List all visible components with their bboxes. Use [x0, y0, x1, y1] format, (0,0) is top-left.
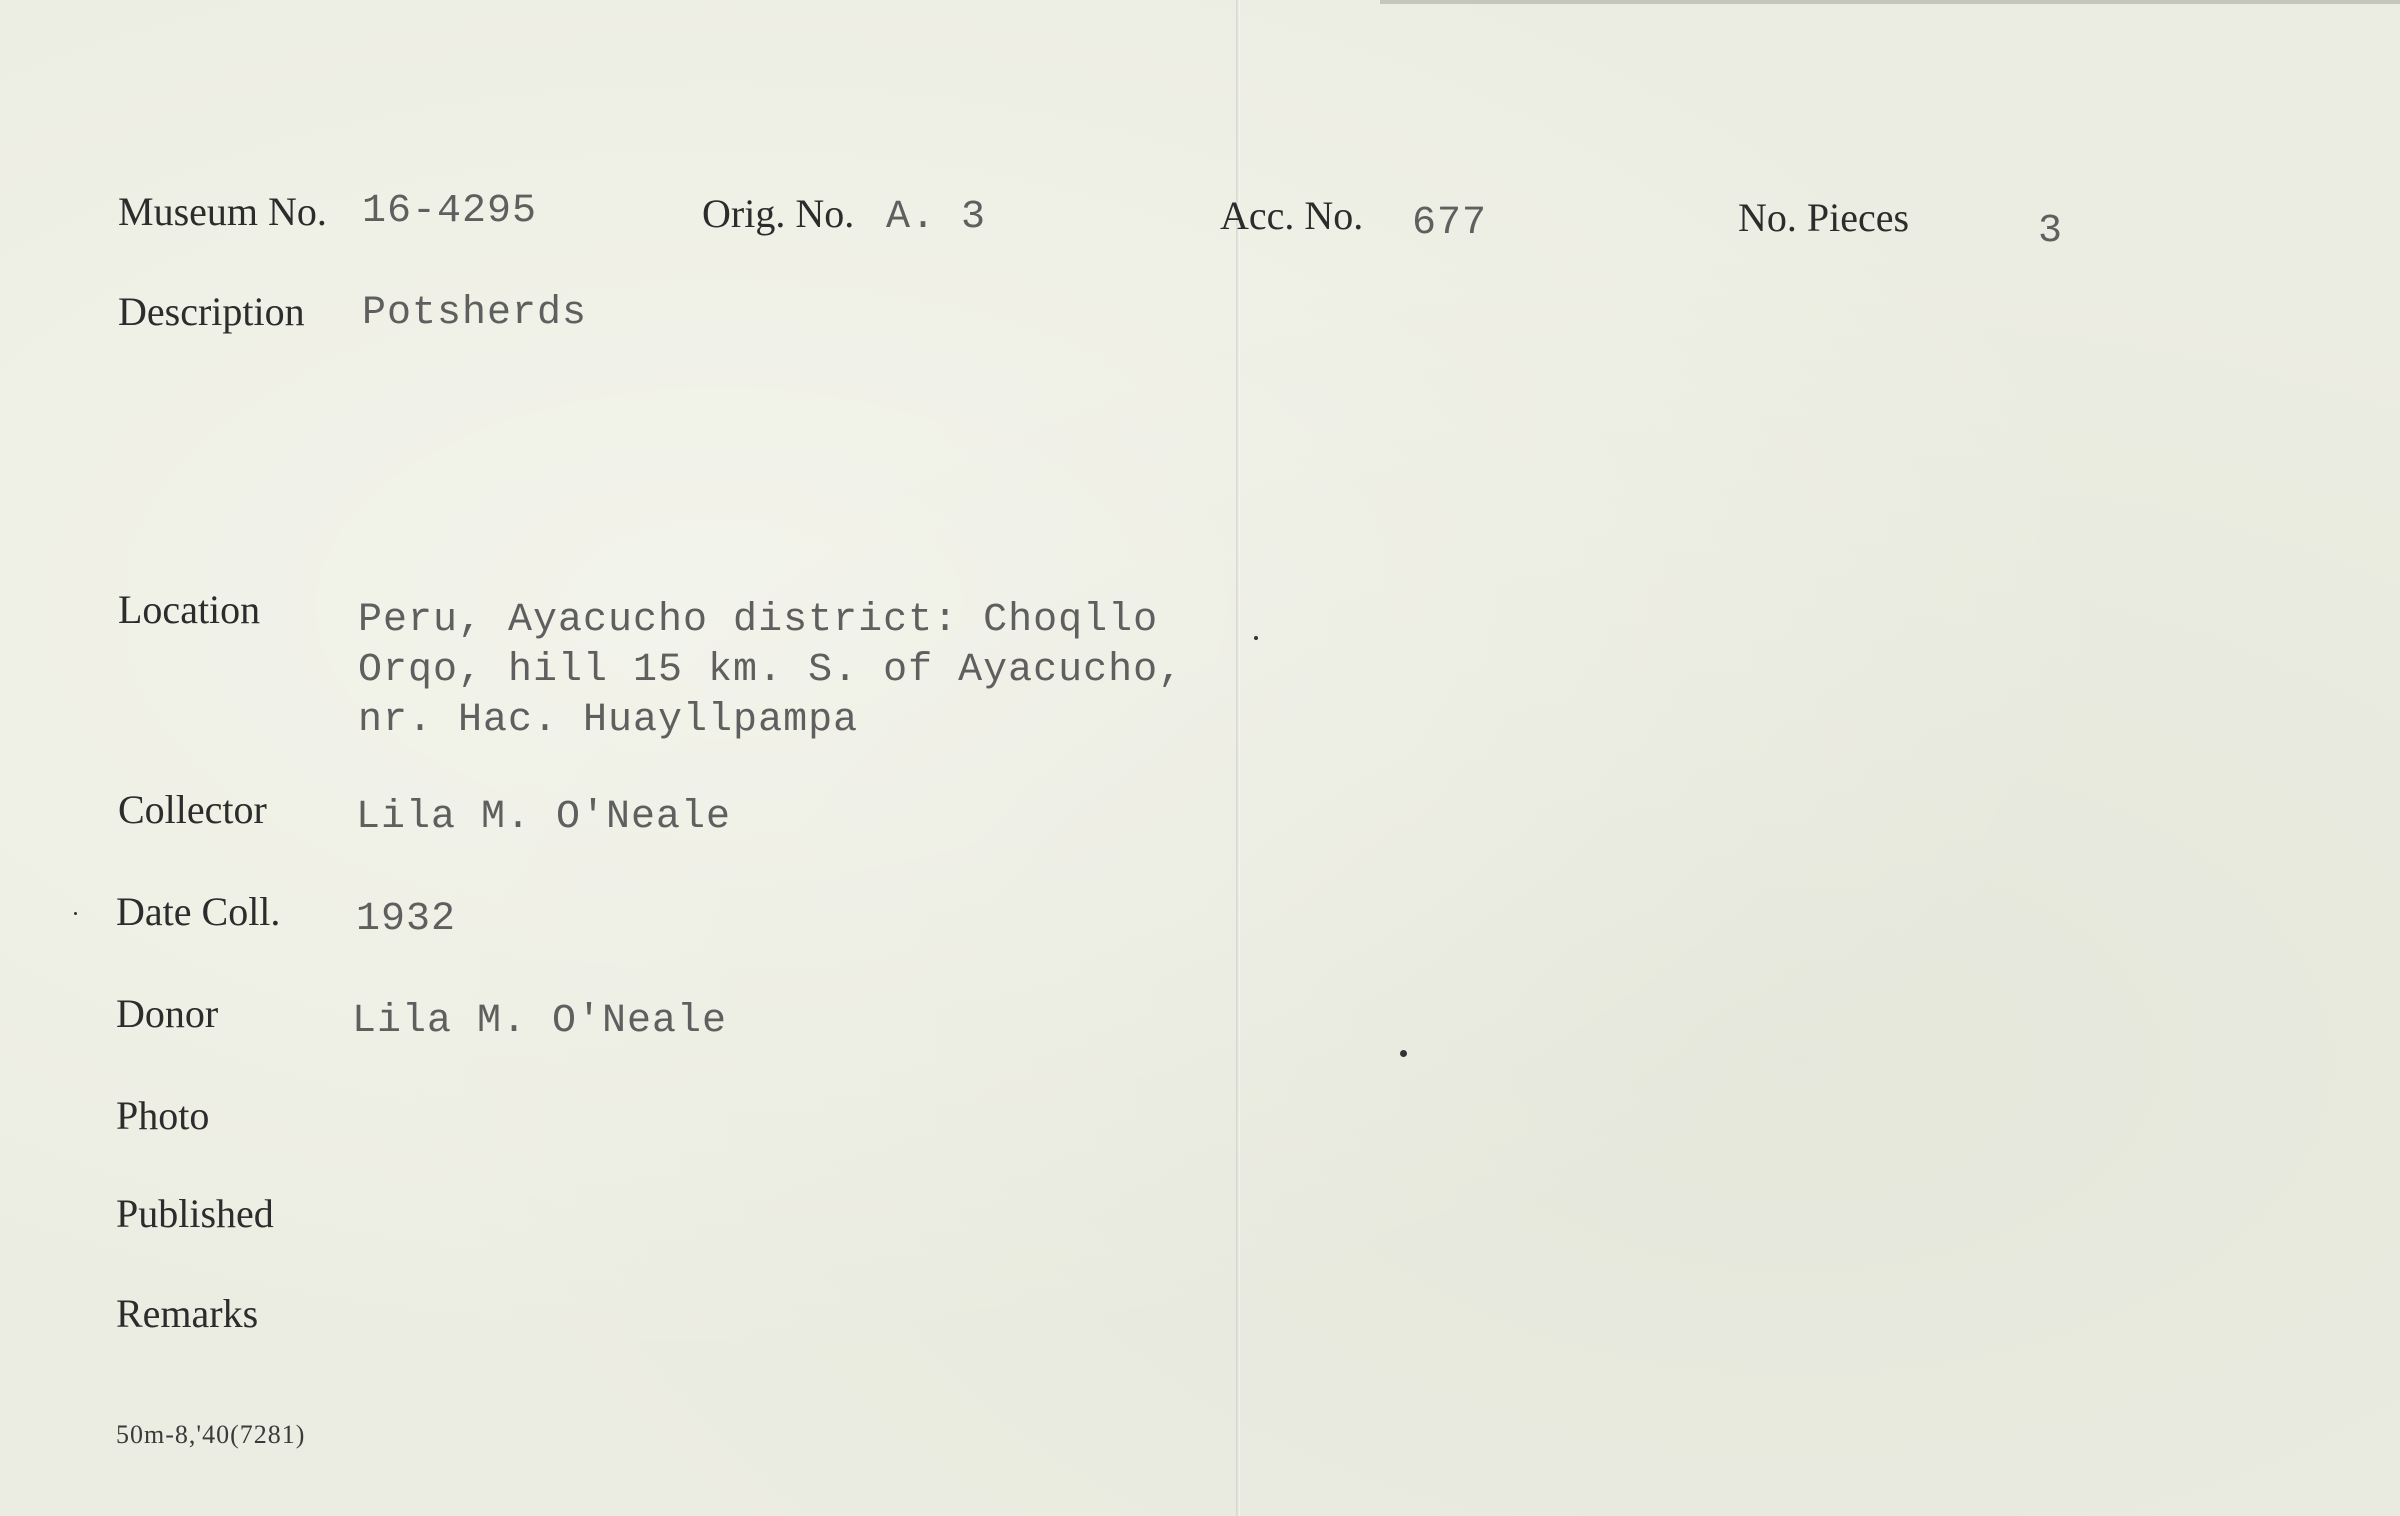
description-label: Description — [118, 289, 305, 334]
museum-no-label: Museum No. — [118, 189, 327, 234]
date-coll-label: Date Coll. — [116, 889, 281, 934]
location-line: nr. Hac. Huayllpampa — [358, 698, 859, 743]
collector-value: Lila M. O'Neale — [356, 795, 732, 840]
location-label: Location — [118, 587, 261, 632]
collector-label: Collector — [118, 787, 267, 832]
museum-no-value: 16-4295 — [362, 189, 538, 234]
acc-no-value: 677 — [1412, 201, 1488, 246]
location-line: Orqo, hill 15 km. S. of Ayacucho, — [358, 648, 1184, 693]
no-pieces-label: No. Pieces — [1738, 195, 1910, 240]
orig-no-value: A. 3 — [886, 195, 987, 240]
date-coll-value: 1932 — [356, 897, 457, 942]
remarks-label: Remarks — [116, 1291, 259, 1336]
donor-label: Donor — [116, 991, 219, 1036]
ink-speck — [74, 912, 77, 915]
card-top-edge — [1380, 0, 2400, 4]
location-value — [358, 596, 1183, 746]
location-line: Peru, Ayacucho district: Choqllo — [358, 598, 1159, 643]
ink-speck — [1400, 1050, 1407, 1057]
donor-value: Lila M. O'Neale — [352, 999, 728, 1044]
no-pieces-value: 3 — [2038, 209, 2064, 254]
orig-no-label: Orig. No. — [702, 191, 855, 236]
published-label: Published — [116, 1191, 274, 1236]
acc-no-label: Acc. No. — [1220, 193, 1364, 238]
form-code: 50m-8,'40(7281) — [116, 1420, 306, 1449]
photo-label: Photo — [116, 1093, 210, 1138]
description-value: Potsherds — [362, 291, 588, 336]
ink-speck — [1254, 636, 1258, 640]
